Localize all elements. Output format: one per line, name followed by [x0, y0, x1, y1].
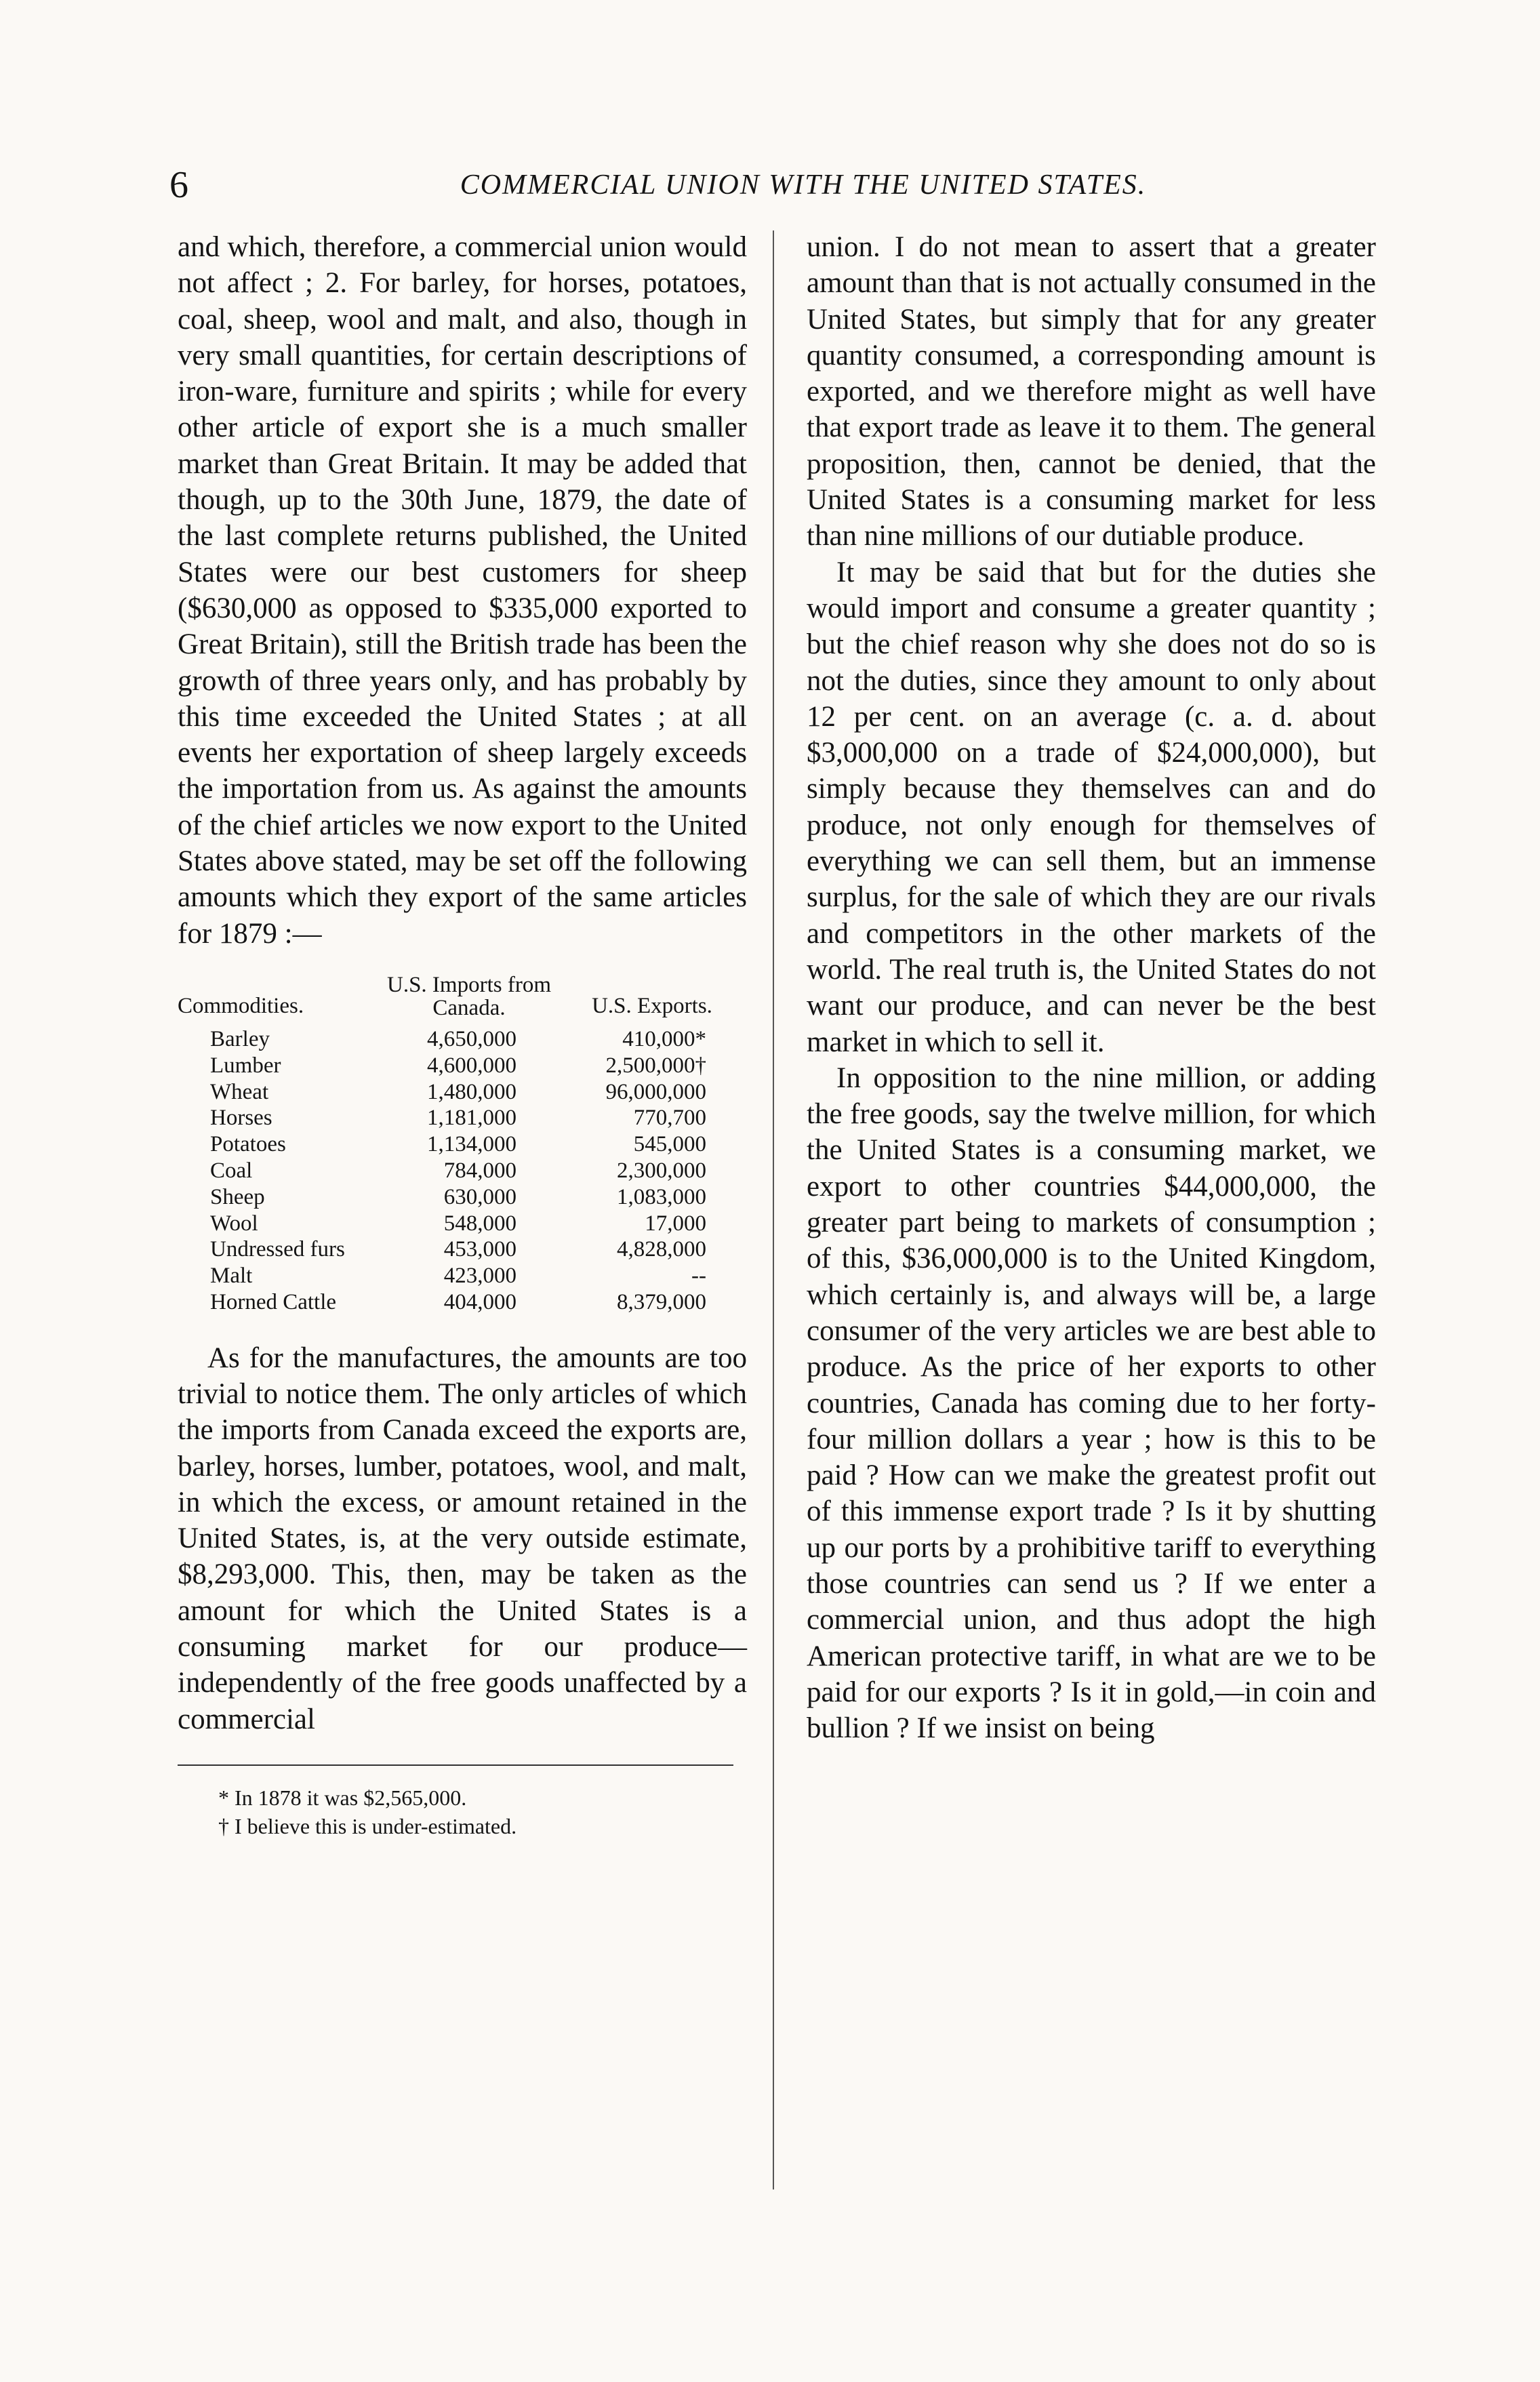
commodity-cell: Potatoes [210, 1132, 286, 1157]
footnote-2: † I believe this is under-estimated. [218, 1813, 517, 1838]
left-paragraph-2: As for the manufactures, the amounts are too trivial to notice them. The only articles of which the imports from Canada exceed the exports are, barley, horses, lumber, potatoes, wool, and malt, in which the excess, or amount retained in the United States, is, at the very outside estimate, $8,293,000. This, then, may be taken as the amount for which the United States is a consuming market for our produce—independently of the free goods unaffected by a commercial [178, 1341, 747, 1735]
imports-cell: 4,650,000 [427, 1026, 516, 1051]
header-imports: U.S. Imports from Canada. [387, 972, 551, 1020]
commodity-cell: Coal [210, 1158, 253, 1183]
imports-cell: 784,000 [443, 1158, 516, 1183]
right-column [807, 229, 1376, 1746]
commodity-cell: Wool [210, 1211, 258, 1236]
exports-cell: 1,083,000 [617, 1184, 706, 1209]
commodity-cell: Barley [210, 1026, 270, 1051]
imports-cell: 1,181,000 [427, 1106, 516, 1131]
right-paragraph-1: union. I do not mean to assert that a greater amount than that is not actually consumed in the United States, but simply that for any greater quantity consumed, a corresponding amount is exported, and we therefore might as well have that export trade as leave it to them. The general proposition, then, cannot be denied, that the United States is a consuming market for less than nine millions of our dutiable produce. [807, 231, 1376, 552]
exports-cell: 2,500,000† [605, 1053, 706, 1078]
column-divider [773, 230, 774, 2189]
exports-cell: 410,000* [622, 1026, 706, 1051]
table-row [178, 1184, 747, 1211]
imports-cell: 423,000 [443, 1264, 516, 1289]
table-row [178, 1079, 747, 1106]
exports-cell: 17,000 [645, 1211, 706, 1236]
footnote-1: * In 1878 it was $2,565,000. [218, 1785, 467, 1810]
left-column [178, 229, 747, 1840]
table-row [178, 1263, 747, 1289]
table-row [178, 1105, 747, 1131]
table-row [178, 1158, 747, 1184]
exports-cell: 96,000,000 [605, 1079, 706, 1104]
page-header [169, 161, 1396, 209]
table-row [178, 1053, 747, 1079]
table-row [178, 1289, 747, 1316]
exports-cell: -- [691, 1264, 706, 1289]
header-commodities: Commodities. [178, 994, 304, 1019]
exports-cell: 8,379,000 [617, 1289, 706, 1314]
imports-cell: 4,600,000 [427, 1053, 516, 1078]
footnote-rule [178, 1764, 733, 1766]
imports-cell: 1,480,000 [427, 1079, 516, 1104]
commodity-cell: Malt [210, 1264, 253, 1289]
commodity-cell: Wheat [210, 1079, 269, 1104]
exports-cell: 545,000 [633, 1132, 706, 1157]
running-title: COMMERCIAL UNION WITH THE UNITED STATES. [460, 169, 1147, 201]
table-row [178, 1026, 747, 1053]
left-paragraph-1: and which, therefore, a commercial union would not affect ; 2. For barley, for horses, potatoes, coal, sheep, wool and malt, and also, though in very small quantities, for certain descriptions of iron-ware, furniture and spirits ; while for every other article of export she is a much smaller market than Great Britain. It may be added that though, up to the 30th June, 1879, the date of the last complete returns published, the United States were our best customers for sheep ($630,000 as opposed to $335,000 exported to Great Britain), still the British trade has been the growth of three years only, and has probably by this time exceeded the United States ; at all events her exportation of sheep largely exceeds the importation from us. As against the amounts of the chief articles we now export to the United States above stated, may be set off the following amounts which they export of the same articles for 1879 :— [178, 231, 747, 950]
exports-cell: 2,300,000 [617, 1158, 706, 1183]
right-paragraph-2: It may be said that but for the duties she would import and consume a greater quantity ; but the chief reason why she does not do so is not the duties, since they amount to only about 12 per cent. on an average (c. a. d. about $3,000,000 on a trade of $24,000,000), but simply because they themselves can and do produce, not only enough for themselves of everything we can sell them, but an immense surplus, for the sale of which they are our rivals and competitors in the other markets of the world. The real truth is, the United States do not want our produce, and can never be the best market in which to sell it. [807, 556, 1376, 1058]
header-exports: U.S. Exports. [592, 994, 712, 1019]
trade-table [178, 973, 747, 1316]
imports-cell: 404,000 [443, 1289, 516, 1314]
imports-cell: 548,000 [443, 1211, 516, 1236]
commodity-cell: Sheep [210, 1184, 265, 1209]
commodity-cell: Horses [210, 1106, 272, 1131]
page-number: 6 [169, 164, 188, 206]
table-row [178, 1236, 747, 1263]
table-row [178, 1131, 747, 1158]
exports-cell: 770,700 [633, 1106, 706, 1131]
table-header-row [178, 973, 747, 1026]
imports-cell: 453,000 [443, 1237, 516, 1262]
commodity-cell: Lumber [210, 1053, 281, 1078]
commodity-cell: Undressed furs [210, 1237, 345, 1262]
commodity-cell: Horned Cattle [210, 1289, 337, 1314]
table-row [178, 1211, 747, 1237]
right-paragraph-3: In opposition to the nine million, or adding the free goods, say the twelve million, for which the United States is a consuming market, we export to other countries $44,000,000, the greater part being to markets of consumption ; of this, $36,000,000 is to the United Kingdom, which certainly is, and always will be, a large consumer of the very articles we are best able to produce. As the price of her exports to other countries, Canada has coming due to her forty-four million dollars a year ; how is this to be paid ? How can we make the greatest profit out of this immense export trade ? Is it by shutting up our ports by a prohibitive tariff to everything those countries can send us ? If we enter a commercial union, and thus adopt the high American protective tariff, in what are we to be paid for our exports ? Is it in gold,—in coin and bullion ? If we insist on being [807, 1062, 1376, 1745]
exports-cell: 4,828,000 [617, 1237, 706, 1262]
imports-cell: 1,134,000 [427, 1132, 516, 1157]
imports-cell: 630,000 [443, 1184, 516, 1209]
